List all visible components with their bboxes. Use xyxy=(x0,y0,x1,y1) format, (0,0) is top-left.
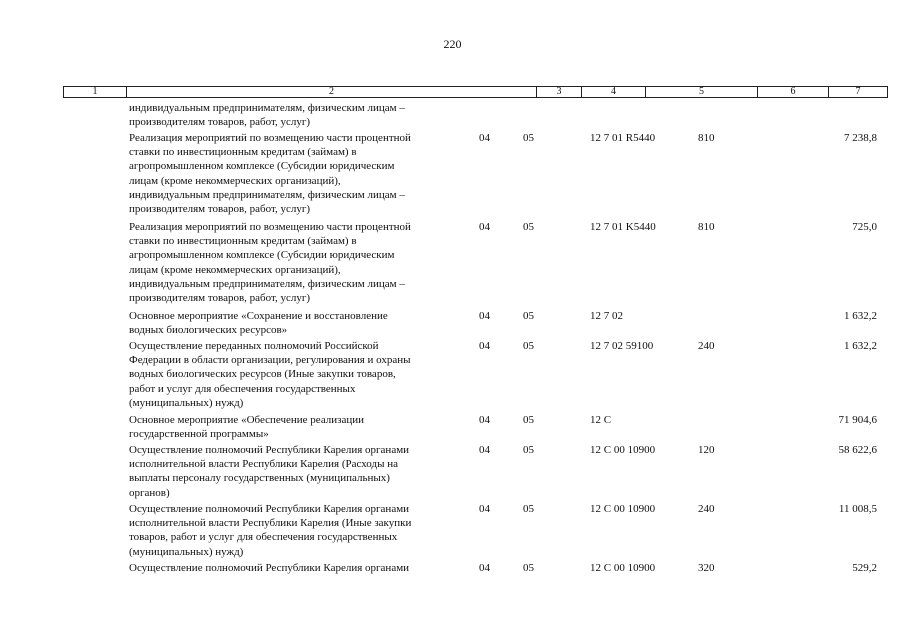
row-subsection: 05 xyxy=(523,444,534,456)
row-description: Основное мероприятие «Обеспечение реализации государственной программы» xyxy=(129,414,365,441)
row-description: Осуществление полномочий Республики Карелия органами исполнительной власти Республики Карелия (Расходы на выплаты персоналу государственных (муниципальных) органов) xyxy=(129,444,410,499)
row-description: Осуществление переданных полномочий Российской Федерации в области организации, регулирования и охраны водных биологических ресурсов (Иные закупки товаров, работ и услуг для обеспечения государственных (муниципальных) нужд) xyxy=(129,340,411,409)
row-description: индивидуальным предпринимателям, физическим лицам – производителям товаров, работ, услуг) xyxy=(129,102,405,129)
table-row xyxy=(0,101,905,131)
row-subsection: 05 xyxy=(523,340,534,352)
row-expense-type: 320 xyxy=(698,562,715,574)
table-body xyxy=(0,101,905,577)
column-header-6: 6 xyxy=(758,87,829,97)
table-row xyxy=(0,309,905,339)
row-section: 04 xyxy=(479,310,490,322)
row-expense-type: 120 xyxy=(698,444,715,456)
row-target-code: 12 7 01 R5440 xyxy=(590,132,656,144)
row-description: Основное мероприятие «Сохранение и восстановление водных биологических ресурсов» xyxy=(129,310,388,337)
row-target-code: 12 7 02 xyxy=(590,310,623,322)
row-description: Реализация мероприятий по возмещению части процентной ставки по инвестиционным кредитам (займам) в агропромышленном комплексе (Субсидии юридическим лицам (кроме некоммерческих организаций), индивидуальным предпринимателям, физическим лицам – производителям товаров, работ, услуг) xyxy=(129,132,411,216)
row-target-code: 12 С 00 10900 xyxy=(590,444,656,456)
row-description: Осуществление полномочий Республики Карелия органами исполнительной власти Республики Карелия (Иные закупки товаров, работ и услуг для обеспечения государственных (муниципальных) нужд) xyxy=(129,503,412,558)
row-amount: 58 622,6 xyxy=(838,444,877,456)
table-row xyxy=(0,561,905,577)
table-row xyxy=(0,131,905,220)
row-section: 04 xyxy=(479,132,490,144)
column-header-3: 3 xyxy=(537,87,582,97)
row-amount: 71 904,6 xyxy=(838,414,877,426)
row-target-code: 12 С 00 10900 xyxy=(590,503,656,515)
row-subsection: 05 xyxy=(523,132,534,144)
column-header-2: 2 xyxy=(127,87,537,97)
table-row xyxy=(0,502,905,561)
row-subsection: 05 xyxy=(523,221,534,233)
row-description: Реализация мероприятий по возмещению части процентной ставки по инвестиционным кредитам (займам) в агропромышленном комплексе (Субсидии юридическим лицам (кроме некоммерческих организаций), индивидуальным предпринимателям, физическим лицам – производителям товаров, работ, услуг) xyxy=(129,221,411,305)
row-subsection: 05 xyxy=(523,414,534,426)
table-header-row xyxy=(63,86,888,98)
row-subsection: 05 xyxy=(523,562,534,574)
column-header-7: 7 xyxy=(855,86,861,97)
table-row xyxy=(0,339,905,413)
row-amount: 529,2 xyxy=(852,562,877,574)
row-expense-type: 810 xyxy=(698,221,715,233)
column-header-5: 5 xyxy=(646,87,758,97)
row-target-code: 12 С 00 10900 xyxy=(590,562,656,574)
row-amount: 725,0 xyxy=(852,221,877,233)
row-subsection: 05 xyxy=(523,310,534,322)
row-section: 04 xyxy=(479,503,490,515)
row-subsection: 05 xyxy=(523,503,534,515)
row-target-code: 12 7 02 59100 xyxy=(590,340,654,352)
row-description: Осуществление полномочий Республики Карелия органами xyxy=(129,562,410,574)
table-row xyxy=(0,413,905,443)
row-section: 04 xyxy=(479,221,490,233)
row-section: 04 xyxy=(479,414,490,426)
row-section: 04 xyxy=(479,340,490,352)
column-header-1: 1 xyxy=(64,87,127,97)
row-target-code: 12 7 01 K5440 xyxy=(590,221,656,233)
row-expense-type: 240 xyxy=(698,340,715,352)
row-amount: 1 632,2 xyxy=(844,340,877,352)
table-row xyxy=(0,220,905,309)
row-expense-type: 240 xyxy=(698,503,715,515)
row-expense-type: 810 xyxy=(698,132,715,144)
page-number: 220 xyxy=(443,37,462,51)
row-amount: 11 008,5 xyxy=(838,503,877,515)
column-header-4: 4 xyxy=(582,87,646,97)
row-amount: 7 238,8 xyxy=(844,132,877,144)
row-amount: 1 632,2 xyxy=(844,310,877,322)
row-section: 04 xyxy=(479,562,490,574)
table-row xyxy=(0,443,905,502)
row-target-code: 12 С xyxy=(590,414,612,426)
row-section: 04 xyxy=(479,444,490,456)
